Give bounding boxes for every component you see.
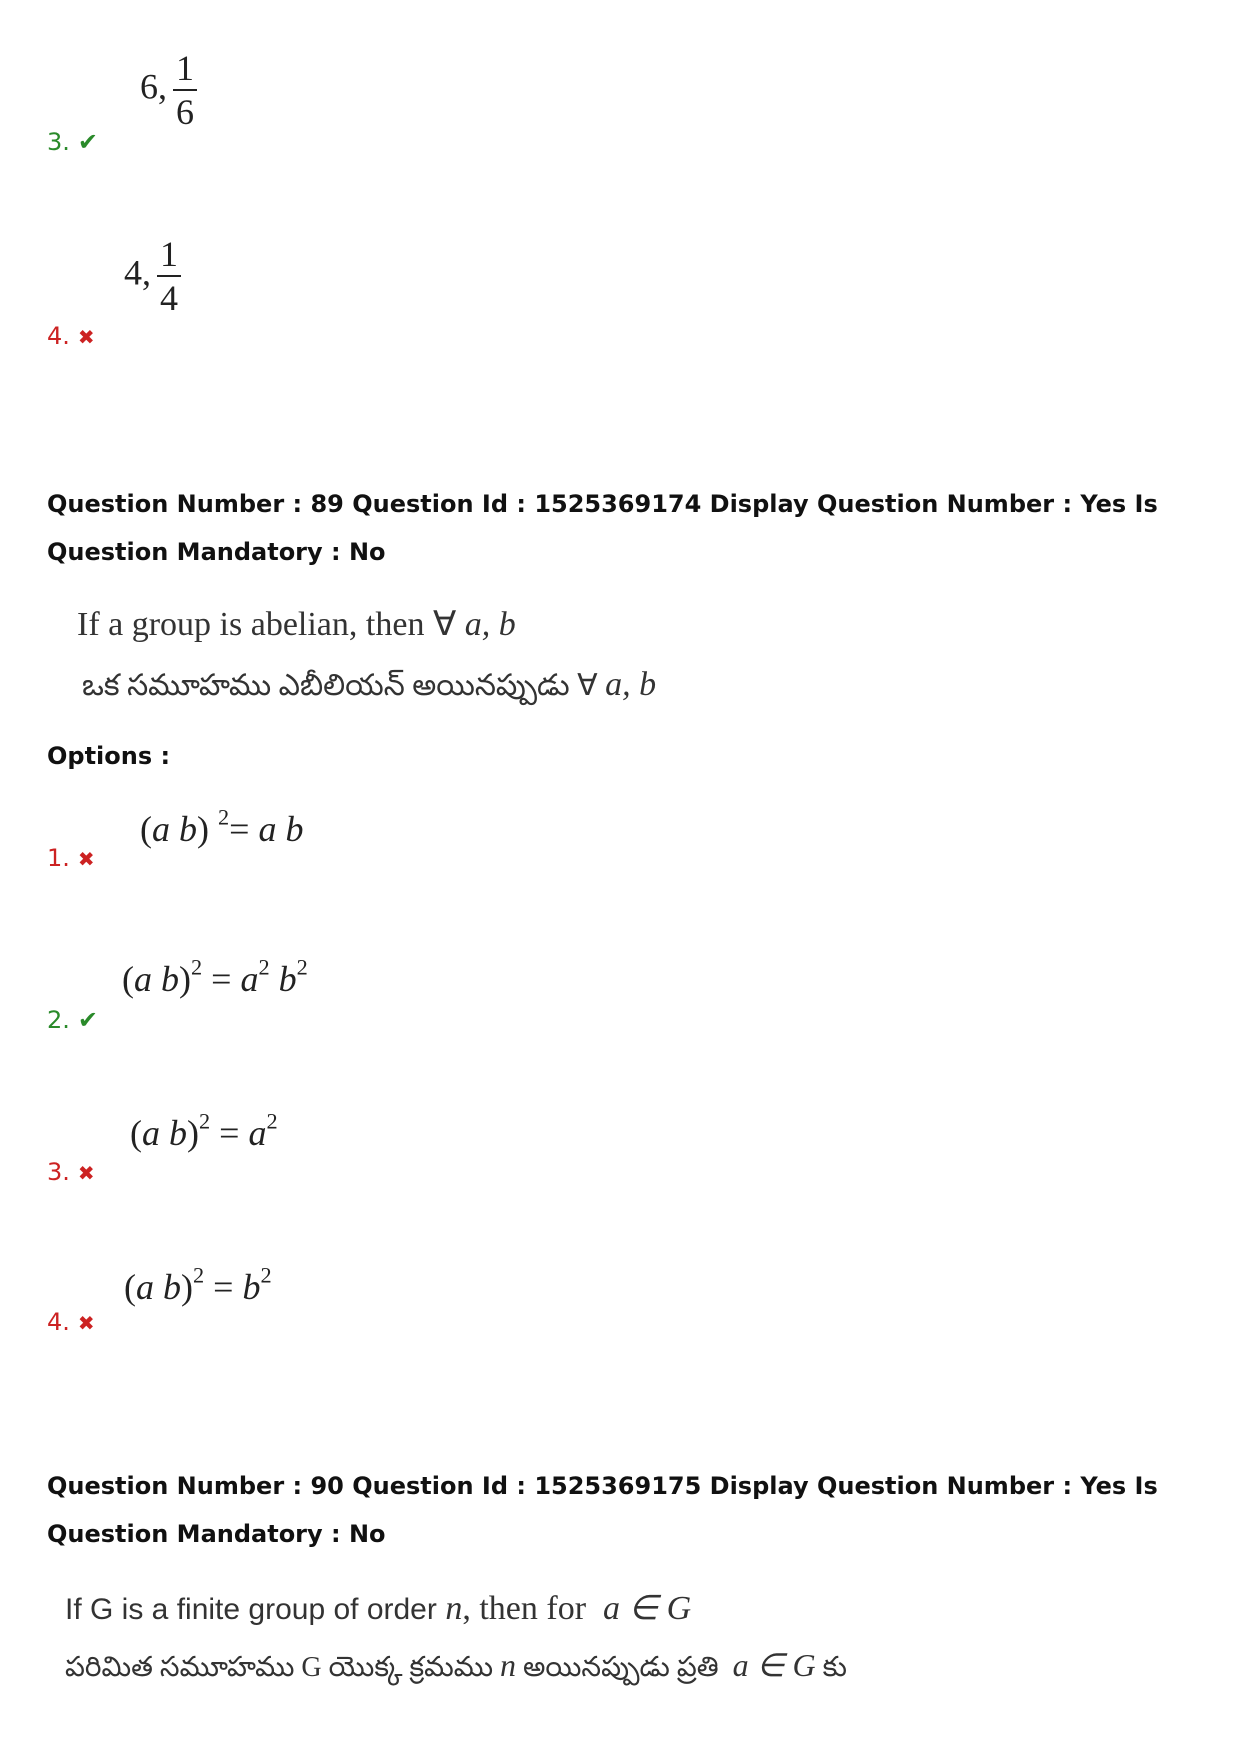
q89-option-1-label: 1. ✖ <box>47 844 95 872</box>
question-89-text-english: If a group is abelian, then ∀ a, b <box>77 606 516 643</box>
q89-option-3-formula: (a $b)^2 = a^2$ <box>130 1108 278 1153</box>
cross-icon: ✖ <box>77 325 95 349</box>
prev-option-3-value: 6, $\frac{1}{6}$ <box>140 50 197 130</box>
cross-icon: ✖ <box>77 1311 95 1335</box>
options-label: Options : <box>47 742 171 770</box>
q89-option-4-label: 4. ✖ <box>47 1308 95 1336</box>
question-90-text-english: If G is a finite group of order n, then for a ∈ G <box>65 1590 692 1627</box>
fraction: $\frac{1}{4}$ <box>157 236 181 316</box>
fraction: $\frac{1}{6}$ <box>173 50 197 130</box>
prev-option-4-label: 4. ✖ <box>47 322 95 350</box>
question-90-header: Question Number : 90 Question Id : 1525369175 Display Question Number : Yes Is Question Mandatory : No <box>47 1472 1158 1548</box>
q89-option-1-formula: (a b) $^2$= a b <box>140 804 304 849</box>
question-89-header: Question Number : 89 Question Id : 1525369174 Display Question Number : Yes Is Question Mandatory : No <box>47 490 1158 566</box>
prev-option-3-label: 3. ✔ <box>47 128 99 156</box>
question-90-text-telugu: పరిమిత సమూహము G యొక్క క్రమము n అయినప్పుడు ప్రతి a ∈ G కు <box>65 1647 847 1683</box>
check-icon: ✔ <box>77 128 99 156</box>
q89-option-4-formula: (a $b)^2 = b^2$ <box>124 1262 272 1307</box>
q89-option-3-label: 3. ✖ <box>47 1158 95 1186</box>
q89-option-2-formula: (a $b)^2 = a^2$ $b^2$ <box>122 954 308 999</box>
q89-option-2-label: 2. ✔ <box>47 1006 99 1034</box>
cross-icon: ✖ <box>77 1161 95 1185</box>
prev-option-4-value: 4, $\frac{1}{4}$ <box>124 236 181 316</box>
cross-icon: ✖ <box>77 847 95 871</box>
question-89-text-telugu: ఒక సమూహము ఎబీలియన్ అయినప్పుడు ∀ a, b <box>82 666 657 703</box>
check-icon: ✔ <box>77 1006 99 1034</box>
